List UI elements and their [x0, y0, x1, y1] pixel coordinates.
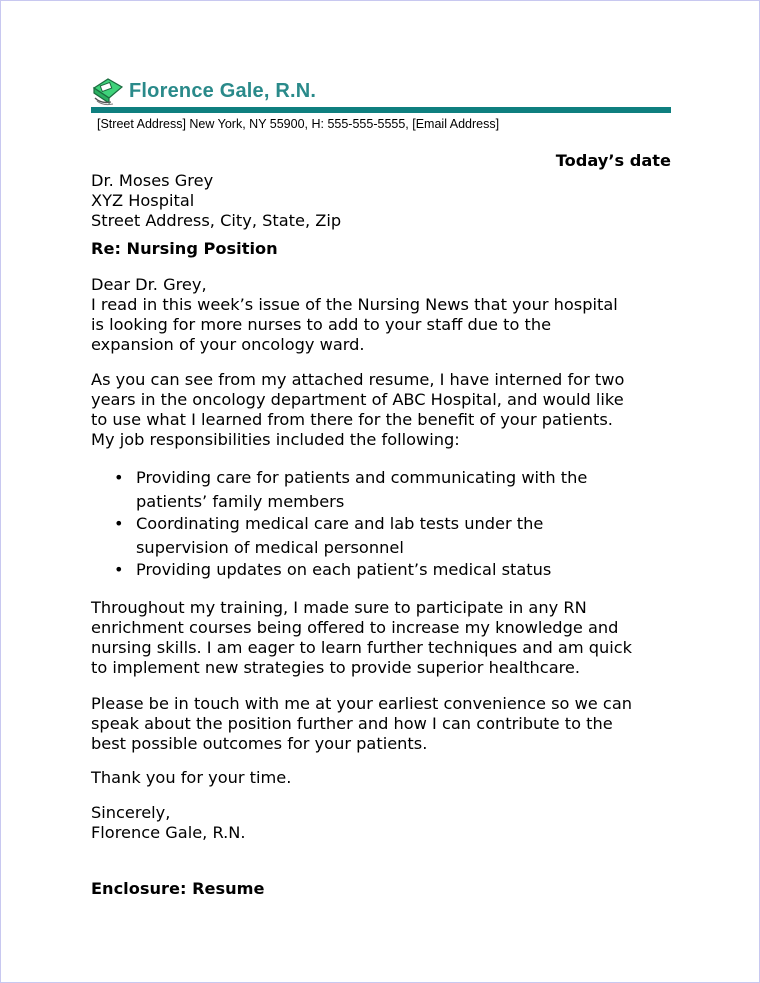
responsibilities-list: [91, 466, 651, 580]
paragraph-2: [91, 370, 673, 450]
letterhead: [91, 73, 671, 109]
paragraph-4: [91, 694, 673, 754]
paragraph-line: to implement new strategies to provide superior healthcare.: [91, 658, 581, 677]
paragraph-line: My job responsibilities included the following:: [91, 430, 460, 449]
paragraph-line: enrichment courses being offered to increase my knowledge and: [91, 618, 619, 637]
recipient-line: XYZ Hospital: [91, 191, 195, 210]
paragraph-line: years in the oncology department of ABC Hospital, and would like: [91, 390, 624, 409]
paragraph-line: best possible outcomes for your patients.: [91, 734, 428, 753]
paragraph-line: is looking for more nurses to add to your staff due to the: [91, 315, 552, 334]
paragraph-line: As you can see from my attached resume, I have interned for two: [91, 370, 625, 389]
paragraph-1: [91, 275, 673, 355]
signature-block: [91, 803, 673, 843]
recipient-line: Dr. Moses Grey: [91, 171, 214, 190]
paragraph-3: [91, 598, 673, 678]
paragraph-line: Throughout my training, I made sure to participate in any RN: [91, 598, 587, 617]
list-item: [91, 512, 651, 560]
letterhead-contact: [Street Address] New York, NY 55900, H: 555-555-5555, [Email Address]: [97, 117, 500, 131]
enclosure-line: Enclosure: Resume: [91, 879, 265, 898]
letterhead-rule: [91, 107, 671, 113]
list-item-line: • Providing care for patients and communicating with the: [136, 468, 588, 487]
paragraph-line: I read in this week’s issue of the Nursing News that your hospital: [91, 295, 618, 314]
letter-date: Today’s date: [555, 151, 671, 170]
list-item: [91, 466, 651, 514]
closing: Sincerely,: [91, 803, 171, 822]
nurse-cap-icon: [91, 76, 125, 106]
letterhead-title-row: [91, 73, 671, 109]
letterhead-name: Florence Gale, R.N.: [129, 79, 317, 102]
list-item: [91, 558, 651, 582]
list-item-line: supervision of medical personnel: [136, 538, 404, 557]
list-item-line: • Providing updates on each patient’s medical status: [136, 560, 552, 579]
signature-name: Florence Gale, R.N.: [91, 823, 246, 842]
subject-line: Re: Nursing Position: [91, 239, 278, 258]
paragraph-line: to use what I learned from there for the benefit of your patients.: [91, 410, 613, 429]
list-item-line: patients’ family members: [136, 492, 345, 511]
recipient-line: Street Address, City, State, Zip: [91, 211, 342, 230]
paragraph-line: nursing skills. I am eager to learn further techniques and am quick: [91, 638, 633, 657]
salutation: Dear Dr. Grey,: [91, 275, 207, 294]
recipient-block: [91, 171, 673, 231]
thanks-line: Thank you for your time.: [91, 768, 292, 787]
list-item-line: • Coordinating medical care and lab tests under the: [136, 514, 544, 533]
paragraph-line: Please be in touch with me at your earliest convenience so we can: [91, 694, 632, 713]
paragraph-line: speak about the position further and how I can contribute to the: [91, 714, 613, 733]
paragraph-line: expansion of your oncology ward.: [91, 335, 365, 354]
